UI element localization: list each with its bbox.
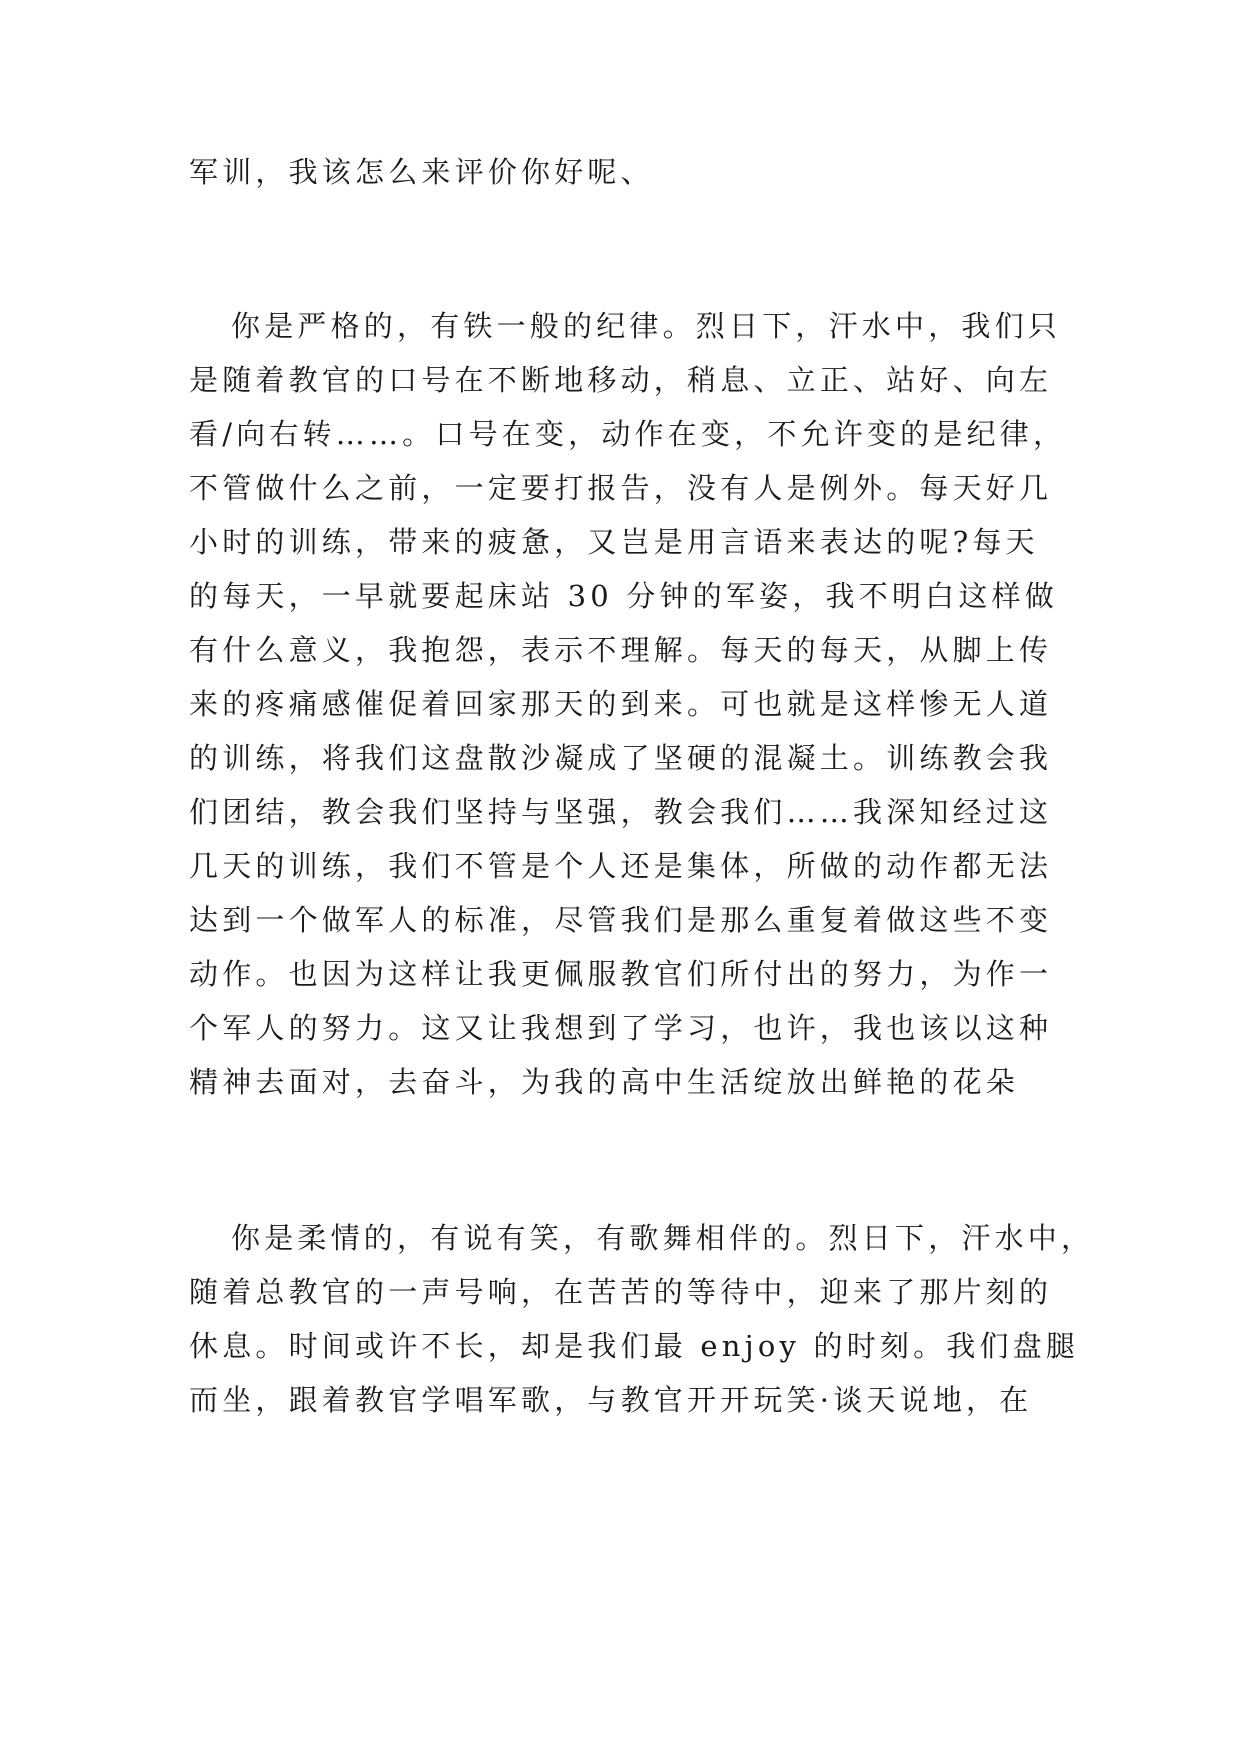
paragraph-1-line: 的训练，将我们这盘散沙凝成了坚硬的混凝土。训练教会我 [189,741,1053,775]
paragraph-1-line: 几天的训练，我们不管是个人还是集体，所做的动作都无法 [189,849,1053,883]
paragraph-2-line: 休息。时间或许不长，却是我们最 enjoy 的时刻。我们盘腿 [189,1329,1080,1363]
paragraph-1-line: 小时的训练，带来的疲惫，又岂是用言语来表达的呢?每天 [189,525,1039,559]
paragraph-1-line: 是随着教官的口号在不断地移动，稍息、立正、站好、向左 [189,363,1053,397]
opening-line: 军训，我该怎么来评价你好呢、 [189,155,654,189]
paragraph-1-line: 来的疼痛感催促着回家那天的到来。可也就是这样惨无人道 [189,687,1053,721]
paragraph-1-line: 的每天，一早就要起床站 30 分钟的军姿，我不明白这样做 [189,579,1058,613]
paragraph-1-line: 你是严格的，有铁一般的纪律。烈日下，汗水中，我们只 [231,309,1062,343]
paragraph-1-line: 达到一个做军人的标准，尽管我们是那么重复着做这些不变 [189,903,1053,937]
paragraph-1-line: 看/向右转……。口号在变，动作在变，不允许变的是纪律， [189,417,1067,451]
paragraph-1-line: 们团结，教会我们坚持与坚强，教会我们……我深知经过这 [189,795,1053,829]
paragraph-1-line: 个军人的努力。这又让我想到了学习，也许，我也该以这种 [189,1011,1053,1045]
paragraph-2-line: 你是柔情的，有说有笑，有歌舞相伴的。烈日下，汗水中， [231,1221,1095,1255]
paragraph-2-line: 随着总教官的一声号响，在苦苦的等待中，迎来了那片刻的 [189,1275,1053,1309]
paragraph-1-line: 精神去面对，去奋斗，为我的高中生活绽放出鲜艳的花朵 [189,1065,1020,1099]
paragraph-1-line: 不管做什么之前，一定要打报告，没有人是例外。每天好几 [189,471,1053,505]
paragraph-1-line: 动作。也因为这样让我更佩服教官们所付出的努力，为作一 [189,957,1053,991]
paragraph-1-line: 有什么意义，我抱怨，表示不理解。每天的每天，从脚上传 [189,633,1053,667]
paragraph-2-line: 而坐，跟着教官学唱军歌，与教官开开玩笑·谈天说地，在 [189,1383,1033,1417]
